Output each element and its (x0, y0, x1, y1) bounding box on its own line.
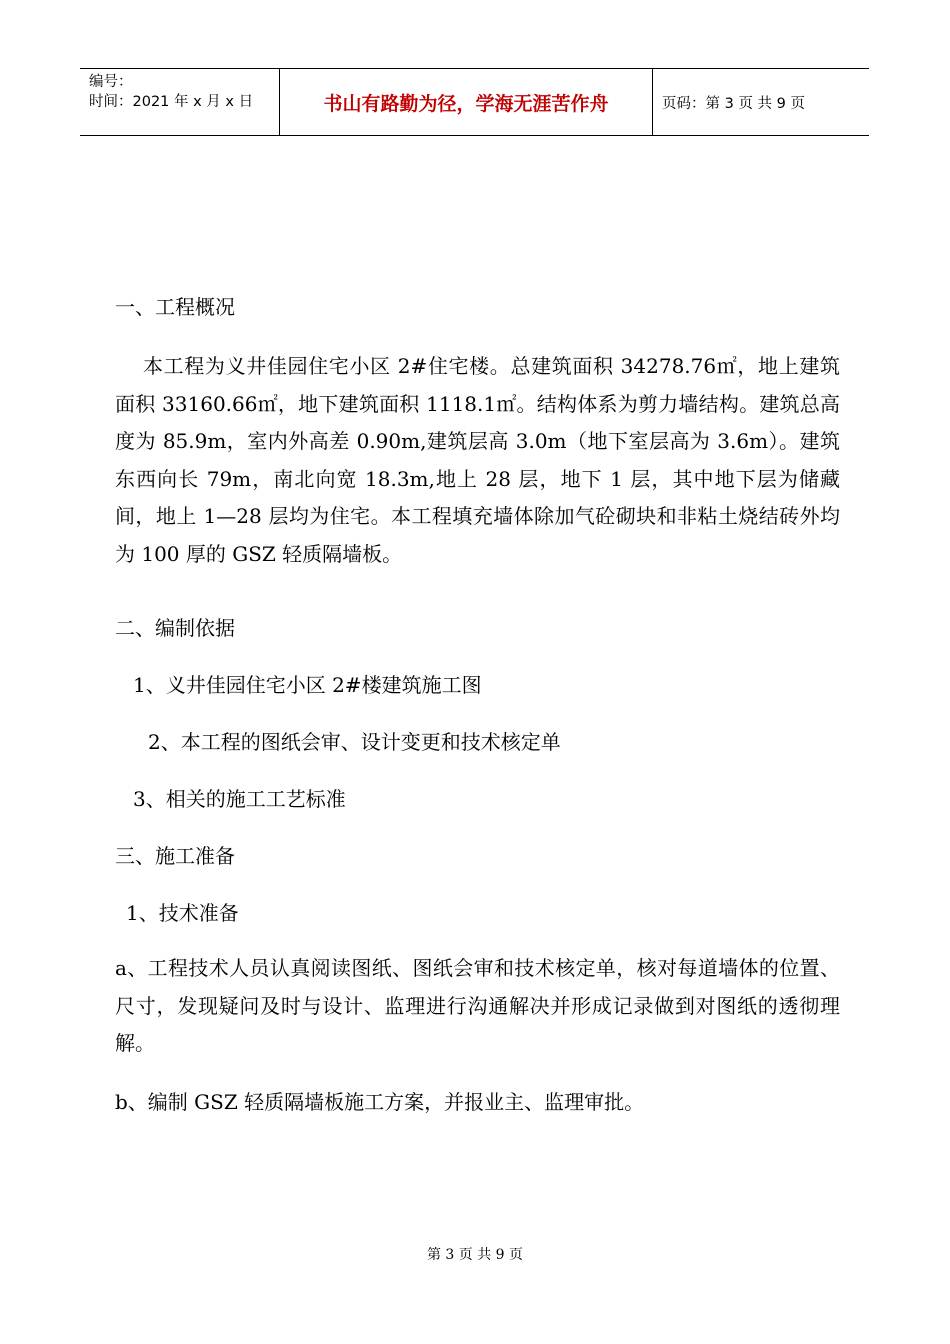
section-2-item-2: 2、本工程的图纸会审、设计变更和技术核定单 (148, 730, 561, 754)
section-1-paragraph: 本工程为义井佳园住宅小区 2#住宅楼。总建筑面积 34278.76㎡，地上建筑面积 33160.66㎡，地下建筑面积 1118.1㎡。结构体系为剪力墙结构。建筑总高度为 85.9m，室内外高差 0.90m,建筑层高 3.0m（地下室层高为 3.6m）。建筑东西向长 79m，南北向宽 18.3m,地上 28 层，地下 1 层，其中地下层为储藏间，地上 1—28 层均为住宅。本工程填充墙体除加气砼砌块和非粘土烧结砖外均为 100 厚的 GSZ 轻质隔墙板。 (115, 354, 840, 566)
page-footer: 第 3 页 共 9 页 (426, 1247, 524, 1263)
header-page-info: 页码：第 3 页 共 9 页 (662, 95, 805, 112)
section-3-title: 三、施工准备 (115, 844, 235, 868)
header-motto: 书山有路勤为径，学海无涯苦作舟 (280, 69, 653, 135)
header-meta (80, 69, 280, 135)
section-3-item-b: b、编制 GSZ 轻质隔墙板施工方案，并报业主、监理审批。 (115, 1089, 645, 1114)
section-1-title: 一、工程概况 (115, 295, 235, 319)
page-header (80, 68, 869, 136)
section-2-title: 二、编制依据 (115, 616, 235, 640)
section-3-item-a: a、工程技术人员认真阅读图纸、图纸会审和技术核定单，核对每道墙体的位置、尺寸，发现疑问及时与设计、监理进行沟通解决并形成记录做到对图纸的透彻理解。 (115, 956, 840, 1055)
section-3-subtitle-1: 1、技术准备 (126, 901, 239, 925)
section-2-item-1: 1、义井佳园住宅小区 2#楼建筑施工图 (133, 673, 482, 697)
section-2-item-3: 3、相关的施工工艺标准 (133, 787, 346, 811)
header-number-label: 编号： (89, 74, 133, 90)
document-body (115, 287, 840, 1121)
header-time-label: 时间：2021 年 x 月 x 日 (89, 94, 254, 110)
